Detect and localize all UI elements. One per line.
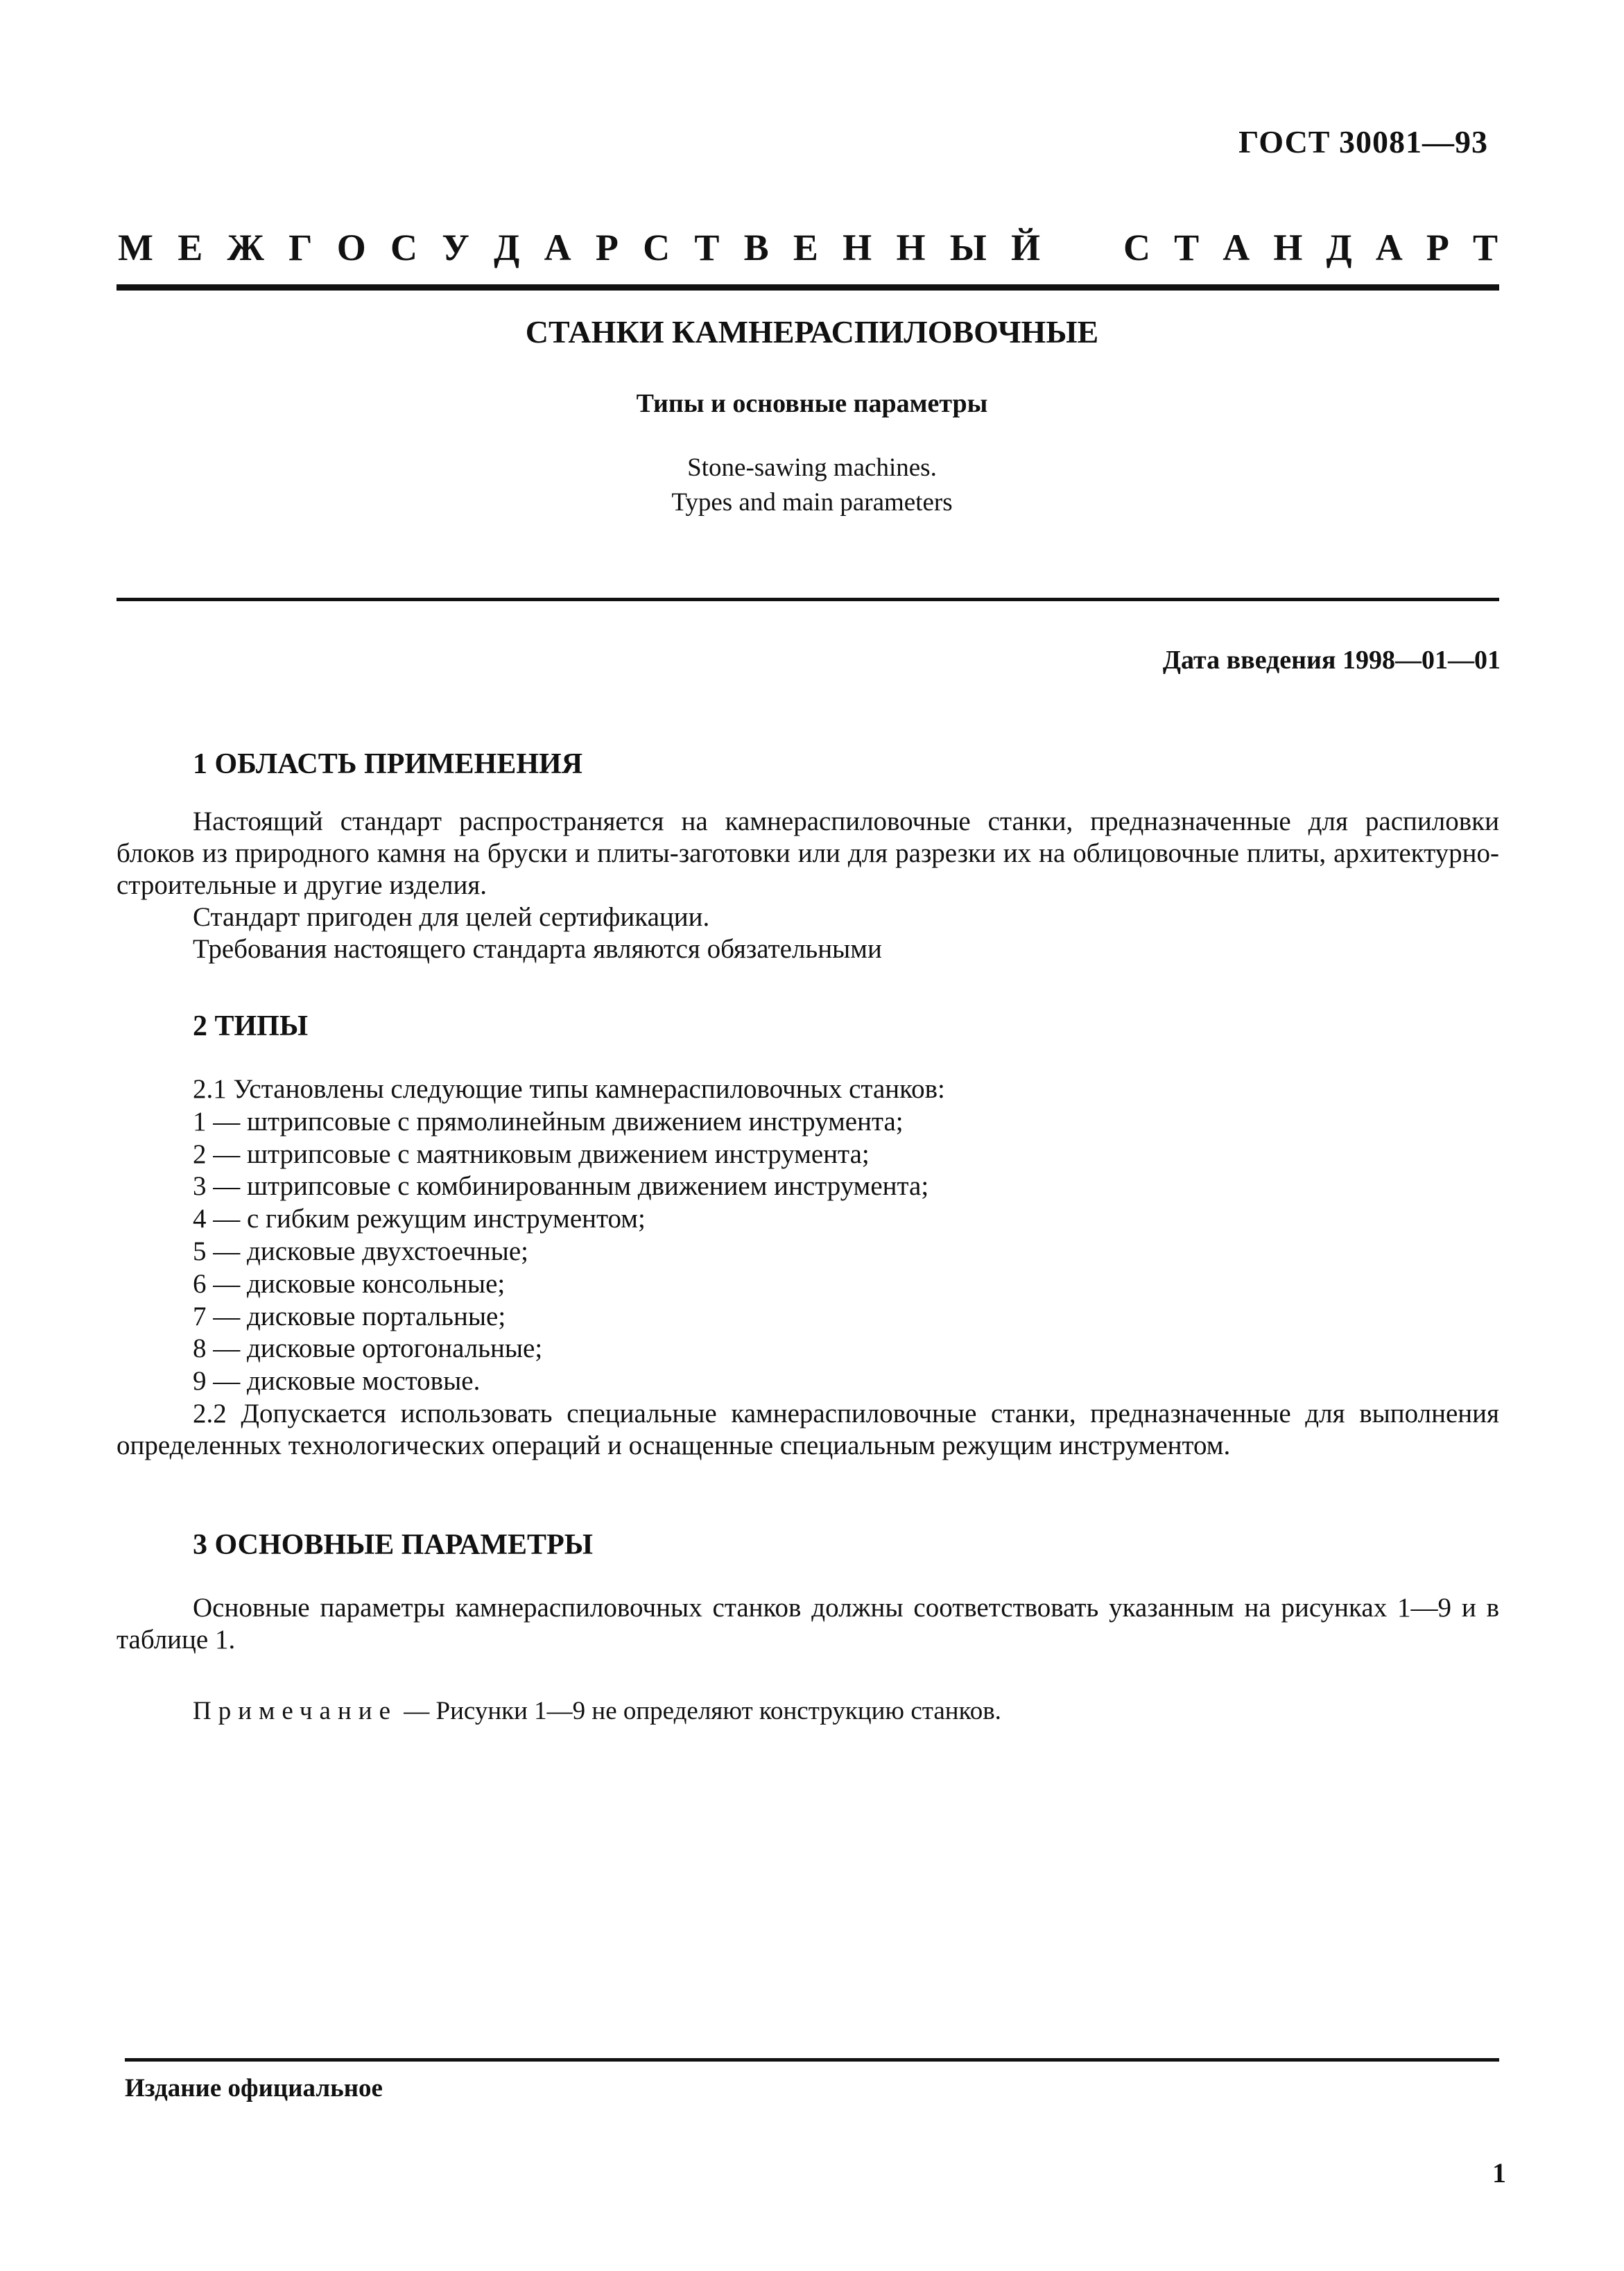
machine-types-list <box>193 1073 945 1398</box>
banner-letter: О <box>336 227 366 268</box>
banner-letter: В <box>743 227 769 268</box>
banner-letter: Ы <box>949 227 987 268</box>
section-1-heading: 1 ОБЛАСТЬ ПРИМЕНЕНИЯ <box>193 748 583 780</box>
banner-letter: Н <box>1273 227 1303 268</box>
banner-letter: С <box>390 227 418 268</box>
section-2-heading: 2 ТИПЫ <box>193 1010 309 1042</box>
footer-divider <box>125 2058 1499 2062</box>
section-1-mandatory-line: Требования настоящего стандарта являются обязательными <box>193 934 882 964</box>
banner-letter: А <box>544 227 571 268</box>
english-title-line: Stone-sawing machines. <box>687 454 937 482</box>
banner-letter: Й <box>1010 227 1040 268</box>
interstate-standard-banner <box>118 223 1498 272</box>
banner-letter: Т <box>1174 227 1200 268</box>
banner-letter: С <box>1123 227 1150 268</box>
title-divider <box>116 598 1499 601</box>
english-title <box>0 451 1624 520</box>
note-text: — Рисунки 1—9 не определяют конструкцию станков. <box>397 1697 1001 1725</box>
document-subtitle: Типы и основные параметры <box>636 389 988 418</box>
banner-letter: А <box>1375 227 1403 268</box>
banner-letter: Д <box>1326 227 1352 268</box>
banner-letter: А <box>1223 227 1250 268</box>
list-item: 4 — с гибким режущим инструментом; <box>193 1204 646 1234</box>
banner-letter: Н <box>843 227 872 268</box>
banner-letter: Д <box>494 227 520 268</box>
section-1-certification-line: Стандарт пригоден для целей сертификации. <box>193 902 710 932</box>
banner-letter: Т <box>1472 227 1498 268</box>
official-edition-label: Издание официальное <box>125 2074 383 2102</box>
banner-word-interstate <box>118 223 1040 272</box>
section-3-heading: 3 ОСНОВНЫЕ ПАРАМЕТРЫ <box>193 1529 593 1561</box>
document-code: ГОСТ 30081—93 <box>1238 124 1488 159</box>
page-number: 1 <box>1492 2157 1506 2188</box>
section-1-paragraph: Настоящий стандарт распространяется на камнераспиловочные станки, предназначенные для распиловки блоков из природного камня на бруски и плиты-заготовки или для разрезки их на облицовочные плиты, архитектурно-строительные и другие изделия. <box>116 806 1499 900</box>
list-item: 2 — штрипсовые с маятниковым движением инструмента; <box>193 1139 870 1169</box>
banner-letter: Е <box>178 227 203 268</box>
banner-letter: Н <box>896 227 926 268</box>
banner-letter: Р <box>595 227 619 268</box>
english-title-line: Types and main parameters <box>671 488 953 517</box>
banner-letter: Т <box>694 227 720 268</box>
banner-letter: Ж <box>227 227 264 268</box>
document-title: СТАНКИ КАМНЕРАСПИЛОВОЧНЫЕ <box>525 314 1099 349</box>
list-item: 7 — дисковые портальные; <box>193 1301 506 1331</box>
banner-letter: Р <box>1426 227 1449 268</box>
list-item: 8 — дисковые ортогональные; <box>193 1333 543 1364</box>
note <box>193 1696 1001 1726</box>
banner-letter: У <box>442 227 469 268</box>
list-item: 9 — дисковые мостовые. <box>193 1366 481 1397</box>
list-item: 5 — дисковые двухстоечные; <box>193 1236 528 1266</box>
section-2-2-paragraph: 2.2 Допускается использовать специальные камнераспиловочные станки, предназначенные для выполнения определенных технологических операций и оснащенные специальным режущим инструментом. <box>116 1399 1499 1460</box>
section-3-paragraph: Основные параметры камнераспиловочных станков должны соответствовать указанным на рисунках 1—9 и в таблице 1. <box>116 1593 1499 1655</box>
list-item: 1 — штрипсовые с прямолинейным движением инструмента; <box>193 1106 904 1137</box>
list-item: 3 — штрипсовые с комбинированным движением инструмента; <box>193 1171 929 1202</box>
banner-letter: Г <box>288 227 313 268</box>
introduction-date: Дата введения 1998—01—01 <box>1162 646 1501 675</box>
header-divider <box>116 284 1499 291</box>
banner-letter: М <box>118 227 153 268</box>
list-item: 2.1 Установлены следующие типы камнераспиловочных станков: <box>193 1074 945 1104</box>
note-label: Примечание <box>193 1697 397 1725</box>
banner-word-standard <box>1123 223 1498 272</box>
list-item: 6 — дисковые консольные; <box>193 1268 506 1299</box>
banner-letter: С <box>643 227 671 268</box>
banner-letter: Е <box>793 227 818 268</box>
